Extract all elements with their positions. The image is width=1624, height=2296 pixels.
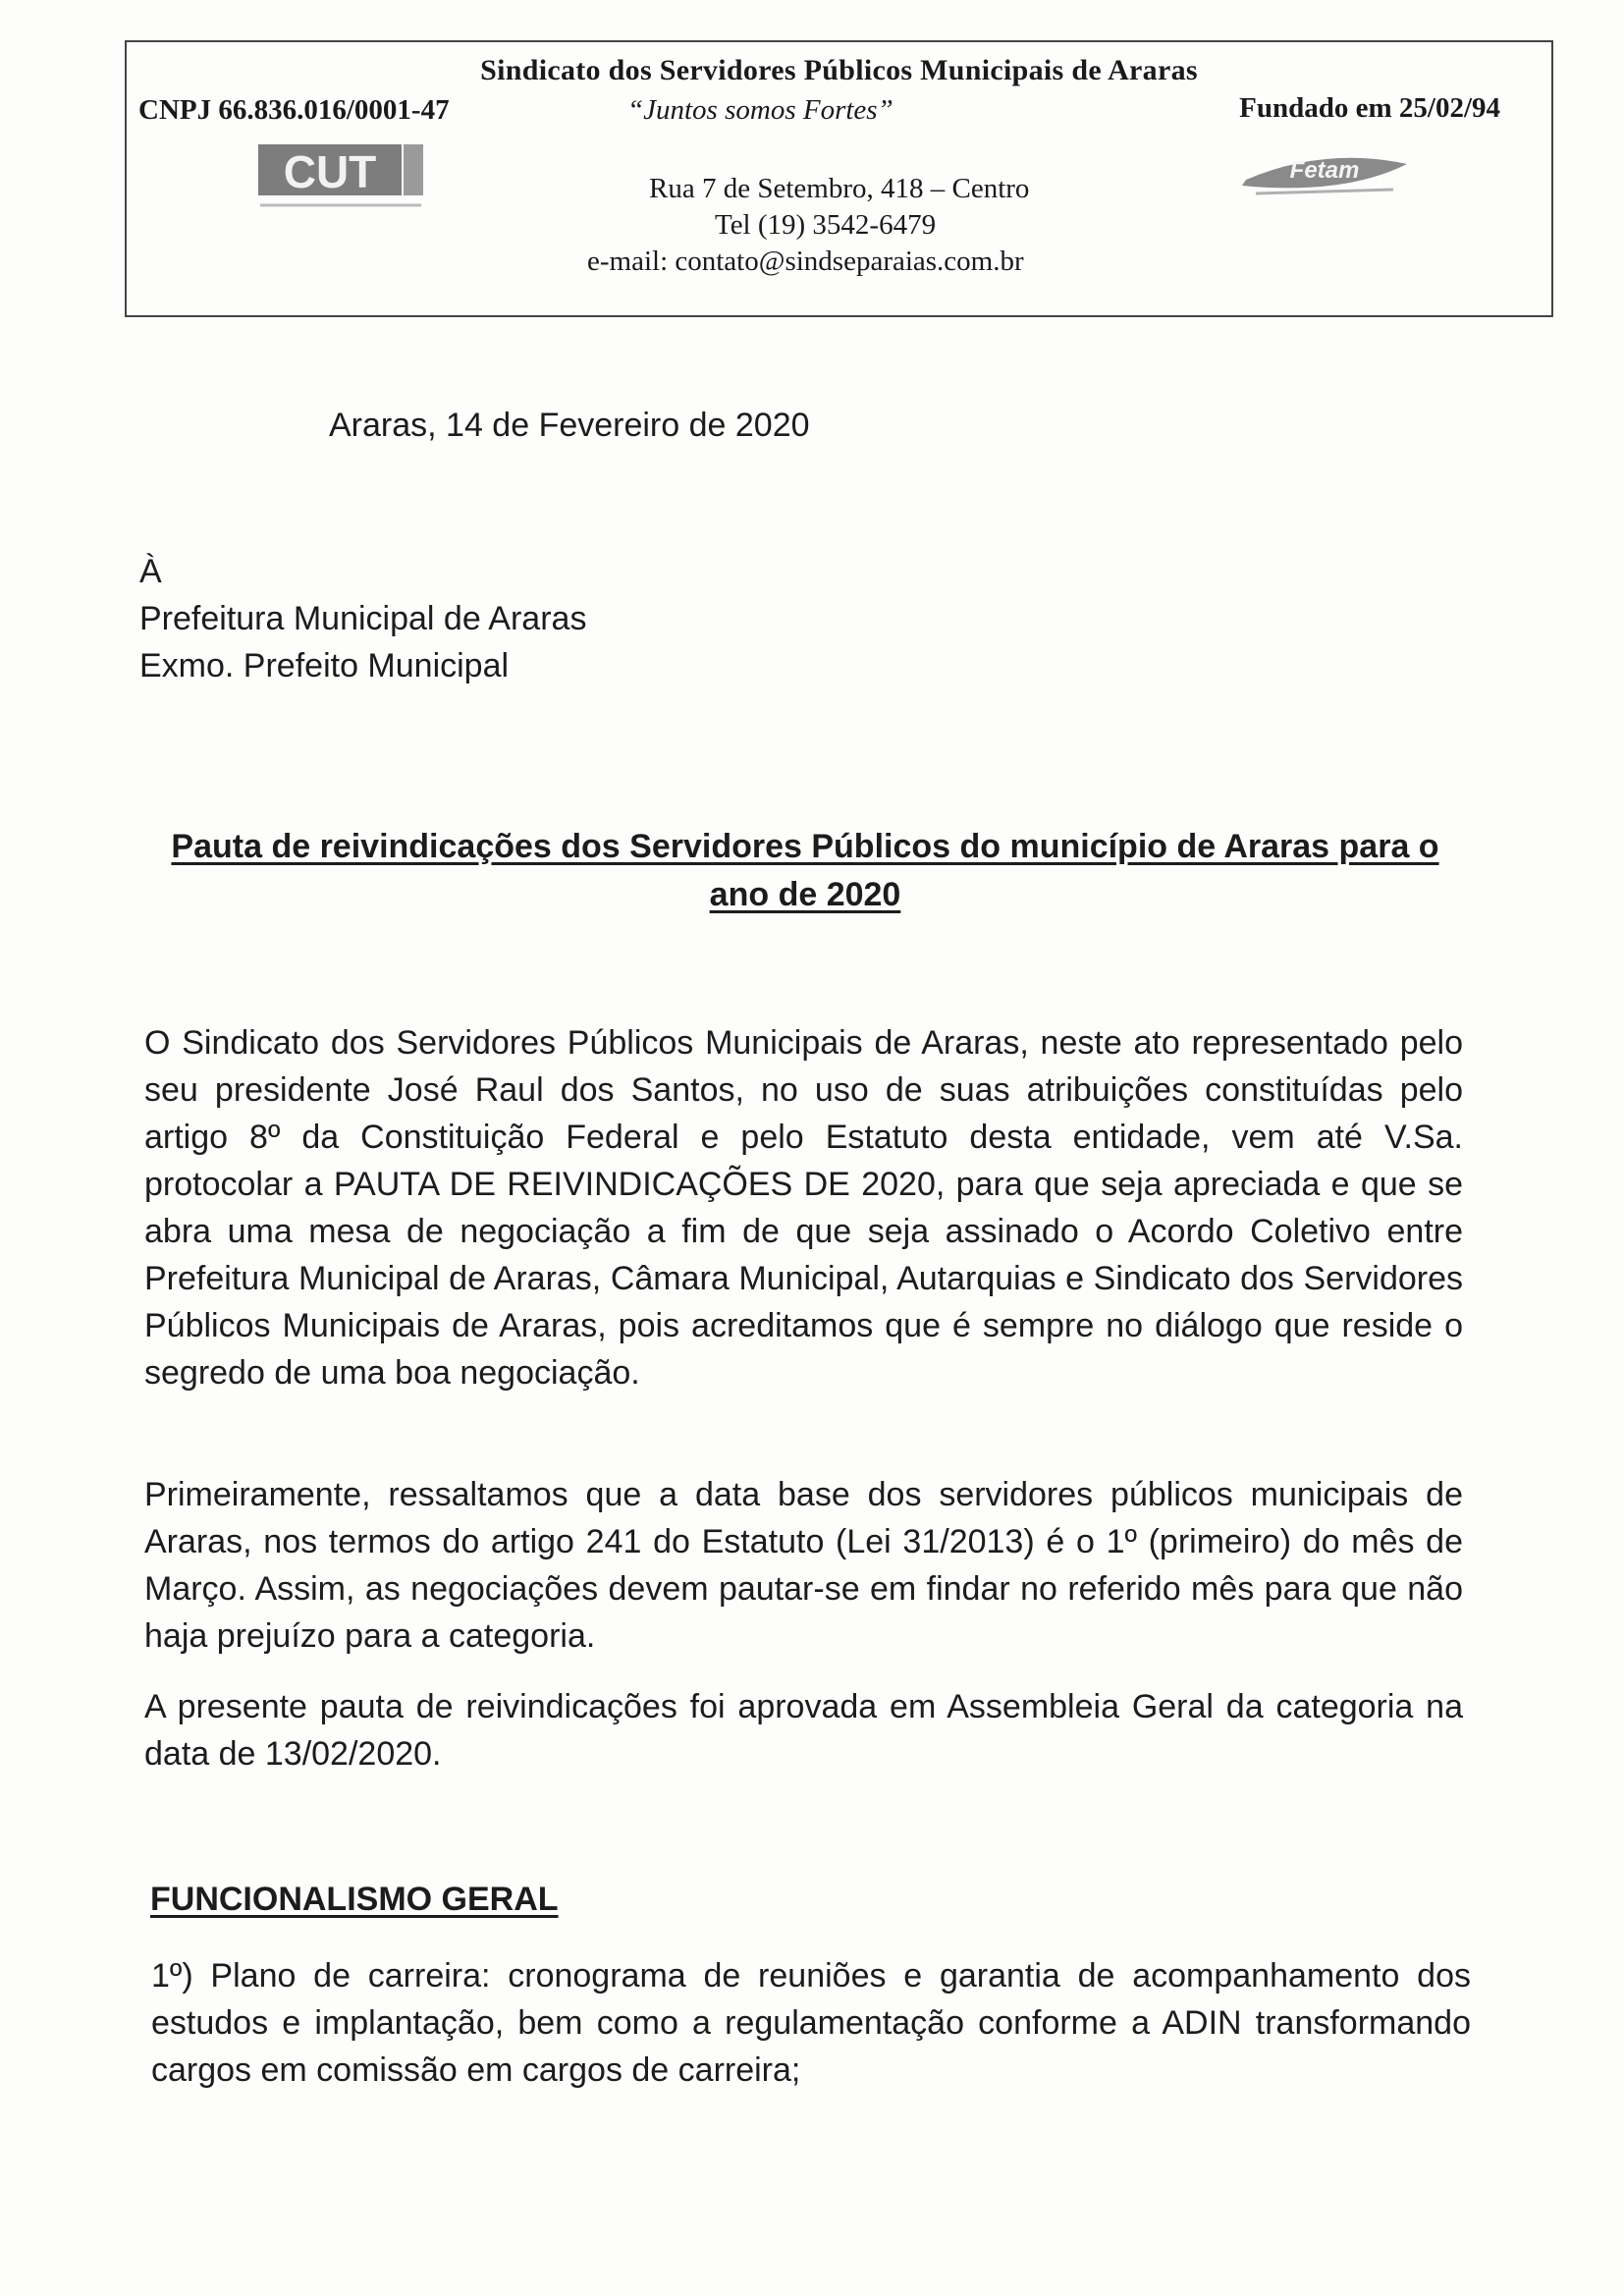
svg-text:CUT: CUT — [283, 146, 377, 197]
founded-date: Fundado em 25/02/94 — [1239, 92, 1500, 124]
paragraph: A presente pauta de reivindicações foi aprovada em Assembleia Geral da categoria na data de 13/02/2020. — [144, 1688, 1463, 1773]
date-line: Araras, 14 de Fevereiro de 2020 — [329, 407, 810, 444]
paragraph: Primeiramente, ressaltamos que a data base dos servidores públicos municipais de Araras, nos termos do artigo 241 do Estatuto (Lei 31/2013) é o 1º (primeiro) do mês de Março. Assim, as negociações devem pautar-se em findar no referido mês para que não haja prejuízo para a categoria. — [144, 1476, 1463, 1655]
list-item: 1º) Plano de carreira: cronograma de reuniões e garantia de acompanhamento dos estudos e implantação, bem como a regulamentação conforme a ADIN transformando cargos em comissão em cargos de carreira; — [151, 1957, 1471, 2089]
email: e-mail: contato@sindseparaias.com.br — [587, 246, 1024, 277]
union-name: Sindicato dos Servidores Públicos Municipais de Araras — [480, 54, 1198, 86]
cut-logo — [256, 140, 428, 229]
recipient-line: Exmo. Prefeito Municipal — [139, 647, 510, 684]
section-heading: FUNCIONALISMO GERAL — [150, 1881, 559, 1918]
recipient-block — [139, 548, 586, 689]
recipient-line: Prefeitura Municipal de Araras — [139, 600, 587, 637]
svg-text:Fetam: Fetam — [1289, 157, 1360, 184]
salutation: À — [139, 553, 162, 590]
document-title: Pauta de reivindicações dos Servidores Públicos do município de Araras para o ano de 2020 — [171, 828, 1439, 913]
phone: Tel (19) 3542-6479 — [715, 209, 937, 241]
fetam-logo — [1236, 146, 1413, 205]
paragraph: O Sindicato dos Servidores Públicos Municipais de Araras, neste ato representado pelo seu presidente José Raul dos Santos, no uso de suas atribuições constituídas pelo artigo 8º da Constituição Federal e pelo Estatuto desta entidade, vem até V.Sa. protocolar a PAUTA DE REIVINDICAÇÕES DE 2020, para que seja apreciada e que se abra uma mesa de negociação a fim de que seja assinado o Acordo Coletivo entre Prefeitura Municipal de Araras, Câmara Municipal, Autarquias e Sindicato dos Servidores Públicos Municipais de Araras, pois acreditamos que é sempre no diálogo que reside o segredo de uma boa negociação. — [144, 1024, 1463, 1392]
motto: “Juntos somos Fortes” — [627, 94, 893, 126]
cnpj: CNPJ 66.836.016/0001-47 — [138, 94, 450, 126]
letterhead — [125, 40, 1553, 317]
address: Rua 7 de Setembro, 418 – Centro — [649, 173, 1030, 204]
